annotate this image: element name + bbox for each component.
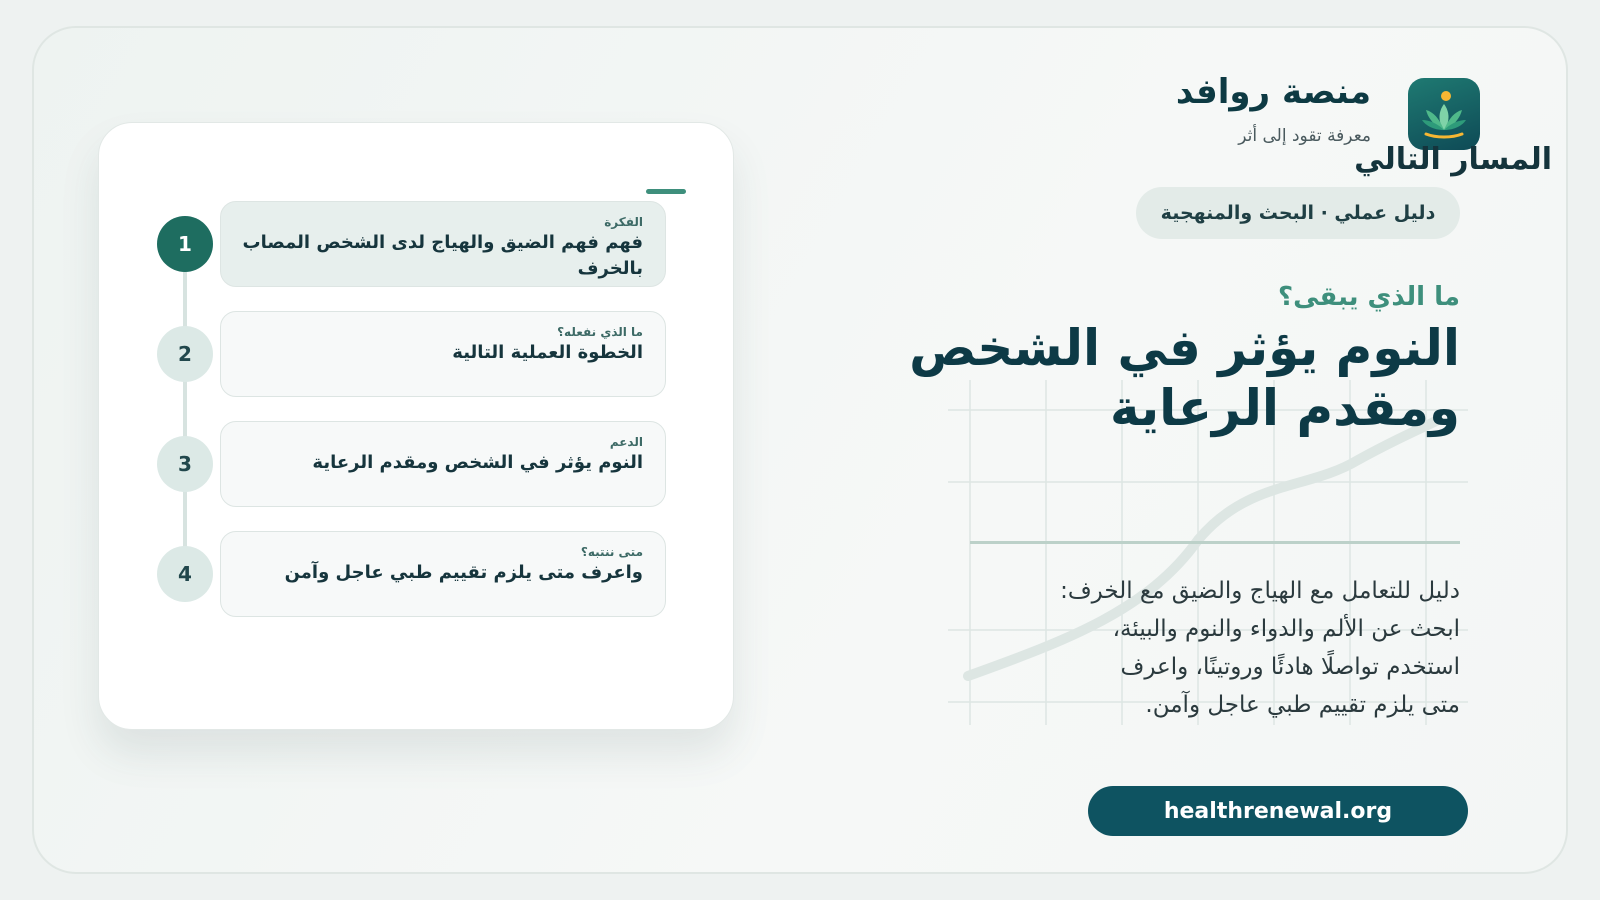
brand-tagline: معرفة تقود إلى أثر [1238,126,1371,146]
step-text: واعرف متى يلزم تقييم طبي عاجل وآمن [284,562,643,583]
step-number-1: 1 [157,216,213,272]
step-number-4: 4 [157,546,213,602]
step-number-3: 3 [157,436,213,492]
website-link-button[interactable]: healthrenewal.org [1088,786,1468,836]
step-kicker: الفكرة [604,215,643,229]
description-line: ابحث عن الألم والدواء والنوم والبيئة، [1112,616,1460,642]
description-line: دليل للتعامل مع الهياج والضيق مع الخرف: [1060,578,1460,604]
step-kicker: ما الذي نفعله؟ [557,325,643,339]
step-text: الخطوة العملية التالية [452,342,643,363]
step-kicker: متى ننتبه؟ [580,545,643,559]
hero-eyebrow: ما الذي يبقى؟ [1278,282,1460,312]
brand-logo [1408,78,1480,150]
step-card-2[interactable] [220,311,666,397]
category-pill: دليل عملي · البحث والمنهجية [1136,187,1460,239]
hero-headline: النوم يؤثر في الشخص ومقدم الرعاية [909,319,1460,437]
step-card-3[interactable] [220,421,666,507]
step-number-2: 2 [157,326,213,382]
title-underline [646,189,686,194]
timeline-rail [183,244,187,574]
step-kicker: الدعم [609,435,643,449]
panel-title: المسار التالي [1354,142,1552,177]
description [940,572,1460,724]
step-text: النوم يؤثر في الشخص ومقدم الرعاية [312,452,643,473]
description-line: استخدم تواصلًا هادئًا وروتينًا، واعرف [1120,654,1460,680]
section-divider [970,541,1460,544]
description-line: متى يلزم تقييم طبي عاجل وآمن. [1145,692,1460,718]
step-text: فهم فهم الضيق والهياج لدى الشخص المصاب بالخرف [242,232,643,279]
lotus-sun-icon [1408,78,1480,150]
step-card-4[interactable] [220,531,666,617]
step-card-1[interactable] [220,201,666,287]
brand-name: منصة روافد [1175,72,1371,112]
